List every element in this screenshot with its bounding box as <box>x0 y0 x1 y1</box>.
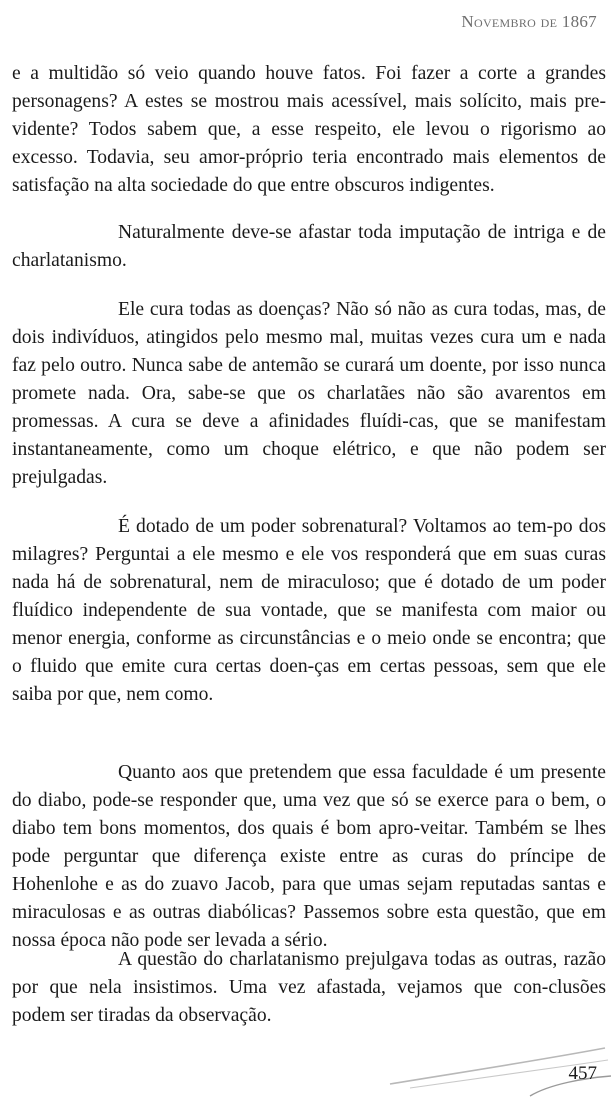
paragraph-text: e a multidão só veio quando houve fatos. Foi fazer a corte a grandes personagens? A estes se mostrou mais acessível, mais solícito, mais pre-vidente? Todos sabem que, a esse respeito, ele levou o rigorismo ao excesso. Todavia, seu amor-próprio teria encontrado mais elementos de satisfação na alta sociedade do que entre obscuros indigentes. <box>12 63 606 196</box>
paragraph-4 <box>12 513 606 709</box>
paragraph-5 <box>12 759 606 955</box>
paragraph-text: Ele cura todas as doenças? Não só não as cura todas, mas, de dois indivíduos, atingidos pelo mesmo mal, muitas vezes cura um e nada faz pelo outro. Nunca sabe de antemão se curará um doente, por isso nunca promete nada. Ora, sabe-se que os charlatães não são avarentos em promessas. A cura se deve a afinidades fluídi-cas, que se manifestam instantaneamente, como um choque elétrico, e que não podem ser prejulgadas. <box>12 299 606 488</box>
paragraph-6 <box>12 946 606 1030</box>
running-header: Novembro de 1867 <box>461 12 597 31</box>
paragraph-text: Naturalmente deve-se afastar toda imputação de intriga e de charlatanismo. <box>12 222 606 271</box>
paragraph-2 <box>12 219 606 275</box>
paragraph-text: Quanto aos que pretendem que essa faculdade é um presente do diabo, pode-se responder que, uma vez que só se exerce para o bem, o diabo tem bons momentos, dos quais é bom apro-veitar. Também se lhes pode perguntar que diferença existe entre as curas do príncipe de Hohenlohe e as do zuavo Jacob, para que umas sejam reputadas santas e miraculosas e as outras diabólicas? Passemos sobre esta questão, que em nossa época não pode ser levada a sério. <box>12 762 606 951</box>
paragraph-text: A questão do charlatanismo prejulgava todas as outras, razão por que nela insistimos. Uma vez afastada, vejamos que con-clusões podem ser tiradas da observação. <box>12 949 606 1026</box>
paragraph-3 <box>12 296 606 492</box>
page-number: 457 <box>568 1063 597 1084</box>
paragraph-text: É dotado de um poder sobrenatural? Voltamos ao tem-po dos milagres? Perguntai a ele mesmo e ele vos responderá que em suas curas nada há de sobrenatural, nem de miraculoso; que é dotado de um poder fluídico independente de sua vontade, que se manifesta com maior ou menor energia, conforme as circunstâncias e o meio onde se encontra; que o fluido que emite cura certas doen-ças em certas pessoas, sem que ele saiba por que, nem como. <box>12 516 606 705</box>
paragraph-1 <box>12 60 606 200</box>
